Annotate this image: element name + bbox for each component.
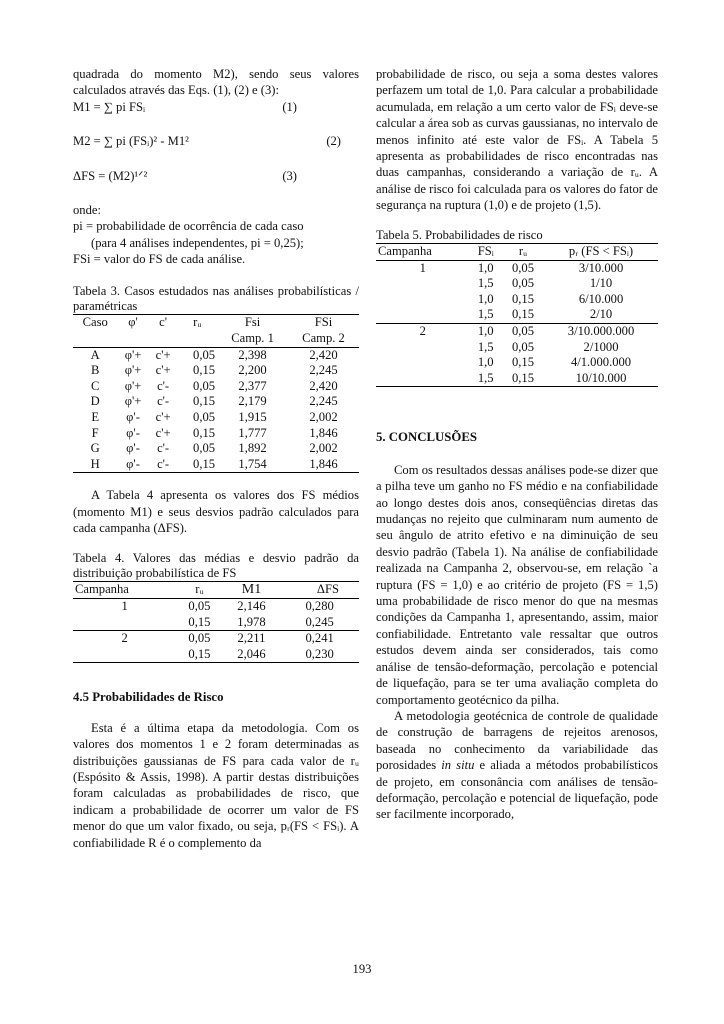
table-cell: 1,846: [309, 456, 338, 471]
table-cell: c'+: [155, 347, 171, 362]
table-cell: 6/10.000: [578, 291, 624, 306]
table-cell: [376, 292, 470, 308]
table-cell: 0,05: [193, 378, 216, 393]
table-cell: c'-: [157, 378, 170, 393]
t3-subheader: Camp. 1: [231, 331, 274, 346]
table-cell: 0,15: [511, 291, 535, 306]
table-cell: 2,179: [238, 394, 267, 409]
table-cell: φ'+: [124, 378, 142, 393]
table-cell: 1,777: [238, 425, 267, 440]
table-cell: 0,15: [511, 355, 535, 370]
table-cell: 0,15: [511, 307, 535, 322]
table-row: [376, 260, 658, 276]
table-cell: [73, 615, 176, 631]
table-cell: 0,15: [193, 394, 216, 409]
table-row: [376, 292, 658, 308]
conclusions-text-b: e aliada a métodos probabilísticos de projeto, em consonância com análises de tensão-deformação, percolação e potencial de liquefação, pode ser facilmente incorporado,: [376, 758, 659, 822]
conclusions-text-a: A metodologia geotécnica de controle de qualidade de construção de barragens de rejeitos arenosos, baseada no conhecimento da variabilidade das porosidades: [376, 708, 658, 773]
table-cell: 3/10.000: [578, 260, 624, 275]
table-cell: c'-: [157, 394, 170, 409]
table-4: [73, 581, 359, 663]
continuation-paragraph: probabilidade de risco, ou seja a soma destes valores perfazem um total de 1,0. Para calcular a probabilidade acumulada, em relação a um certo valor de FSᵢ deve-se calcular a área sob as curvas gaussianas, no intervalo de menos infinito até este valor de FSᵢ. A Tabela 5 apresenta as probabilidades de risco encontradas nas duas campanhas, considerando a variação de rᵤ. A análise de risco foi calculada para os valores do fator de segurança na ruptura (1,0) e de projeto (1,5).: [376, 67, 658, 213]
table-cell: 1,5: [477, 307, 494, 322]
table3-caption: Tabela 3. Casos estudados nas análises probabilísticas / paramétricas: [73, 283, 359, 314]
t5-header: rᵤ: [518, 244, 528, 259]
definition-pi: pi = probabilidade de ocorrência de cada caso: [73, 219, 304, 234]
t3-subheader: Camp. 2: [302, 331, 345, 346]
table-cell: 2: [121, 631, 128, 646]
table-cell: φ'-: [126, 441, 140, 456]
t3-header: c': [159, 315, 168, 330]
table-row: [376, 307, 658, 323]
t4-header: ΔFS: [316, 582, 339, 597]
table-cell: 2: [419, 324, 426, 339]
table-cell: 0,15: [188, 614, 211, 629]
table-row: [73, 379, 359, 395]
equation-1-text: M1 = ∑ pi FSᵢ: [73, 99, 146, 114]
equation-3: [73, 168, 359, 184]
table4-intro-paragraph: A Tabela 4 apresenta os valores dos FS médios (momento M1) e seus desvios padrão calculados para cada campanha (ΔFS).: [73, 488, 359, 536]
table-cell: 0,15: [193, 363, 216, 378]
table-cell: 0,15: [193, 425, 216, 440]
table-cell: 2,245: [309, 363, 338, 378]
table-cell: 0,15: [511, 370, 535, 385]
table-3: [73, 314, 359, 473]
t3-header: FSi: [314, 315, 333, 330]
table-cell: 1,5: [477, 370, 494, 385]
table-cell: φ'-: [126, 456, 140, 471]
table-cell: φ'+: [124, 394, 142, 409]
table-cell: 0,05: [511, 324, 535, 339]
table-cell: C: [90, 378, 100, 393]
t5-header: Campanha: [378, 244, 432, 259]
t4-header: Campanha: [75, 582, 129, 597]
table-cell: c'+: [155, 425, 171, 440]
t5-header: pᵣ (FS < FSᵢ): [568, 244, 634, 259]
section-4-5-paragraph: Esta é a última etapa da metodologia. Com os valores dos momentos 1 e 2 foram determinadas as distribuições gaussianas de FS para cada valor de rᵤ (Espósito & Assis, 1998). A partir destas distribuições foram calculadas as probabilidades de risco, que indicam a probabilidade de ocorrer um valor de FS menor do que um valor fixado, ou seja, pᵣ(FS < FSᵢ). A confiabilidade R é o complemento da: [73, 720, 359, 850]
table-cell: 1: [121, 598, 128, 613]
table-cell: [376, 340, 470, 356]
table-cell: c'+: [155, 409, 171, 424]
table-cell: 1,892: [238, 441, 267, 456]
table-cell: 0,15: [193, 456, 216, 471]
t5-header: FSᵢ: [477, 244, 494, 259]
table-cell: 2,146: [237, 598, 266, 613]
table-row: [73, 426, 359, 442]
table-cell: 1/10: [589, 276, 613, 291]
table-cell: 2,046: [237, 646, 266, 661]
table-cell: 1,754: [238, 456, 267, 471]
table-row: [376, 276, 658, 292]
table-cell: 2,420: [309, 378, 338, 393]
table-cell: 3/10.000.000: [567, 324, 635, 339]
left-column: [73, 66, 359, 851]
table-cell: A: [90, 347, 100, 362]
conclusions-italic: in situ: [441, 758, 475, 773]
equation-2: [73, 133, 359, 149]
table-cell: φ'-: [126, 425, 140, 440]
table-cell: B: [90, 363, 100, 378]
table-cell: 2/10: [589, 307, 613, 322]
table-cell: D: [90, 394, 100, 409]
table-row: [73, 410, 359, 426]
table-cell: [73, 647, 176, 663]
table-cell: 0,05: [511, 339, 535, 354]
equation-2-text: M2 = ∑ pi (FSᵢ)² - M1²: [73, 134, 189, 149]
table-cell: φ'-: [126, 409, 140, 424]
table4-caption: Tabela 4. Valores das médias e desvio padrão da distribuição probabilística de FS: [73, 550, 359, 580]
table-cell: 0,245: [305, 614, 334, 629]
table-cell: 1,915: [238, 409, 267, 424]
definition-pi-cont: (para 4 análises independentes, pi = 0,25);: [91, 235, 304, 250]
table-cell: 2,398: [238, 347, 267, 362]
table-row: [73, 598, 359, 614]
t3-header: φ': [128, 315, 138, 330]
table-cell: 1,978: [237, 614, 266, 629]
table-cell: 0,241: [305, 631, 334, 646]
table-cell: G: [90, 441, 100, 456]
table-cell: 0,05: [193, 441, 216, 456]
table-cell: E: [91, 409, 100, 424]
table-row: [376, 324, 658, 340]
table-cell: 2,245: [309, 394, 338, 409]
table-row: [73, 457, 359, 473]
table-row: [376, 371, 658, 387]
conclusions-paragraph-1: Com os resultados dessas análises pode-se dizer que a pilha teve um ganho no FS médio e na confiabilidade ao longo destes dois anos, conseqüências diretas das mudanças no rejeito que culminaram num aumento de seu ângulo de atrito efetivo e na diminuição de seu desvio padrão (Tabela 1). Na análise de confiabilidade realizada na Campanha 2, observou-se, em relação `a ruptura (FS = 1,0) e ao critério de projeto (FS = 1,5) uma probabilidade de risco menor do que na mesmas condições da Campanha 1, apresentando, assim, maior confiabilidade. Entretanto vale ressaltar que outros estudos devem ainda ser considerados, tais como análise de tensão-deformação, percolação e potencial de liquefação, para se ter uma avaliação completa do comportamento geotécnico da pilha.: [376, 462, 658, 707]
table-cell: φ'+: [124, 363, 142, 378]
table-cell: 0,05: [188, 598, 211, 613]
t3-header: Caso: [82, 315, 108, 330]
table-cell: [376, 307, 470, 323]
table-cell: [376, 371, 470, 387]
table-row: [73, 441, 359, 457]
table-cell: 1,5: [477, 339, 494, 354]
table-cell: 2,377: [238, 378, 267, 393]
table-cell: 1,5: [477, 276, 494, 291]
table-cell: 0,05: [511, 276, 535, 291]
table-cell: 1,0: [477, 324, 494, 339]
table-row: [376, 355, 658, 371]
t3-header: Fsi: [244, 315, 261, 330]
table-row: [73, 631, 359, 647]
definition-fsi: FSi = valor do FS de cada análise.: [73, 252, 246, 267]
table-5: [376, 243, 658, 387]
equation-2-number: (2): [326, 134, 341, 149]
table-row: [73, 394, 359, 410]
table-cell: 1: [419, 260, 426, 275]
table-row: [73, 647, 359, 663]
page-number: 193: [352, 962, 372, 976]
table-cell: φ'+: [124, 347, 142, 362]
table5-caption: Tabela 5. Probabilidades de risco: [376, 227, 543, 242]
table-cell: 10/10.000: [575, 370, 627, 385]
table-cell: 2,211: [237, 631, 266, 646]
table-cell: 0,15: [188, 646, 211, 661]
equation-1-number: (1): [282, 99, 297, 114]
conclusions-paragraph-2: [376, 708, 658, 823]
section-5-title: 5. CONCLUSÕES: [376, 430, 477, 445]
table-cell: 2,200: [238, 363, 267, 378]
table-cell: 0,05: [511, 260, 535, 275]
table-cell: 2,002: [309, 409, 338, 424]
table-row: [73, 363, 359, 379]
table-cell: 1,0: [477, 260, 494, 275]
table-row: [73, 347, 359, 363]
table-cell: 0,05: [193, 409, 216, 424]
onde-label: onde:: [73, 202, 101, 217]
table-cell: 2,002: [309, 441, 338, 456]
intro-paragraph: quadrada do momento M2), sendo seus valores calculados através das Eqs. (1), (2) e (3):: [73, 67, 359, 98]
table-row: [73, 615, 359, 631]
table-cell: [376, 276, 470, 292]
table-cell: H: [90, 456, 100, 471]
equation-3-text: ΔFS = (M2)¹ᐟ²: [73, 168, 148, 183]
table-cell: F: [91, 425, 99, 440]
table-cell: [376, 355, 470, 371]
section-4-5-title: 4.5 Probabilidades de Risco: [73, 690, 224, 705]
t4-header: rᵤ: [195, 582, 204, 597]
table-cell: 1,846: [309, 425, 338, 440]
table-cell: 0,280: [305, 598, 334, 613]
t4-header: M1: [241, 582, 262, 598]
equation-3-number: (3): [282, 168, 297, 183]
table-cell: c'-: [157, 456, 170, 471]
table-cell: c'+: [155, 363, 171, 378]
table-cell: 0,05: [193, 347, 216, 362]
table-cell: 4/1.000.000: [570, 355, 632, 370]
right-column: [376, 66, 658, 823]
equation-1: [73, 99, 359, 115]
table-cell: 0,230: [305, 646, 334, 661]
t3-header: rᵤ: [193, 315, 202, 330]
table-row: [376, 340, 658, 356]
table-cell: c'-: [157, 441, 170, 456]
table-cell: 1,0: [477, 291, 494, 306]
table-cell: 2,420: [309, 347, 338, 362]
table-cell: 2/1000: [583, 339, 619, 354]
table-cell: 0,05: [188, 631, 211, 646]
table-cell: 1,0: [477, 355, 494, 370]
